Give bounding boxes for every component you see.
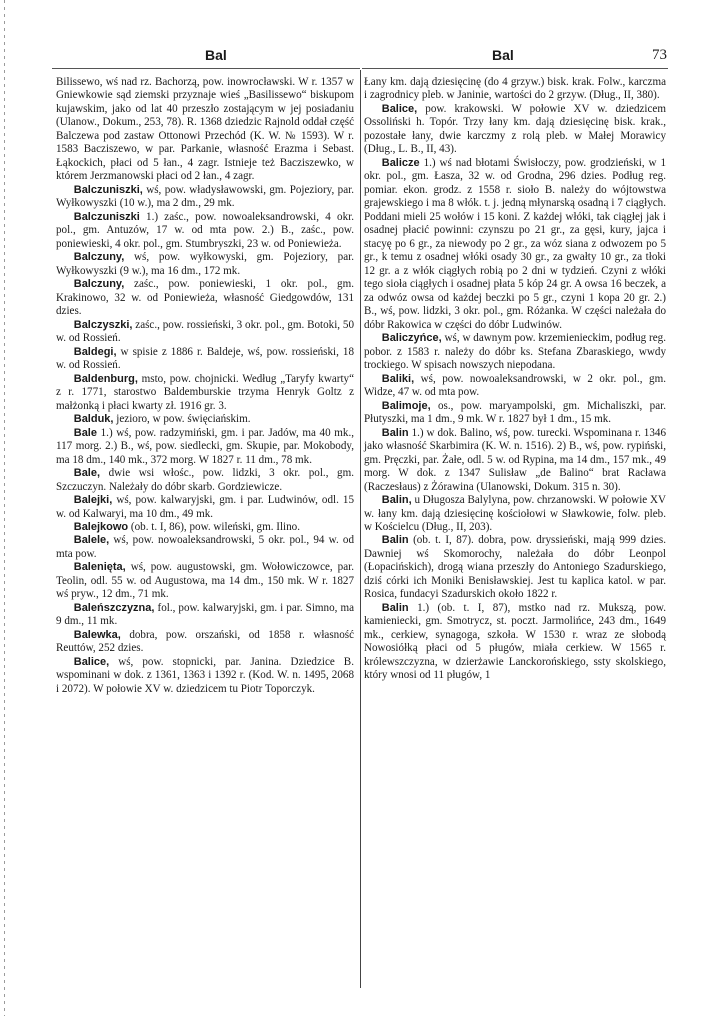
entry-text: wś, pow. nowoaleksandrowski, w 2 okr. pol., gm. Widze, 47 w. od mta pow.: [364, 372, 666, 399]
dictionary-entry: [364, 332, 666, 372]
entry-headword: Baliki,: [381, 372, 415, 385]
entry-text: 1.) w dok. Balino, wś, pow. turecki. Wspominana r. 1346 jako własność Skarbimira (K. W. n. 1516). 2) B., wś, pow. rypiński, gm. Pręczki, par. Żałe, odl. 5 w. od Rypina, ma 14 dm., 157 mk., 49 morg. W dok. z 1347 Sulisław „de Balino“ brat Racława (Raczesłaus) z Żórawina (Ulanowski, Dokum. 315 n. 30).: [364, 426, 666, 493]
running-head-right: Bal: [492, 47, 514, 63]
dictionary-entry: [56, 373, 354, 413]
dictionary-entry: [56, 278, 354, 318]
header-rule-right: [362, 68, 668, 69]
entry-text: wś, pow. augustowski, gm. Wołowiczowce, par. Teolin, odl. 55 w. od Augustowa, ma 14 dm., 150 mk. W r. 1827 wś pryw., 12 dm., 71 mk.: [56, 561, 354, 601]
dictionary-entry: [56, 184, 354, 211]
dictionary-entry: [56, 319, 354, 346]
entry-headword: Baldegi,: [73, 345, 117, 358]
dictionary-entry: [56, 346, 354, 373]
entry-headword: Balin: [381, 534, 409, 547]
entry-headword: Balin: [381, 601, 409, 614]
dictionary-entry: [56, 494, 354, 521]
dictionary-entry: [56, 561, 354, 601]
dictionary-entry: [364, 427, 666, 494]
entry-headword: Balice,: [73, 655, 110, 668]
entry-headword: Baldenburg,: [73, 372, 138, 385]
entry-text: zaśc., pow. rossieński, 3 okr. pol., gm. Botoki, 50 w. od Rossień.: [56, 318, 354, 345]
dictionary-entry: [56, 76, 354, 184]
dictionary-entry: [56, 656, 354, 696]
text-column-left: [56, 76, 354, 696]
dictionary-entry: [364, 400, 666, 427]
entry-text: Bilissewo, wś nad rz. Bachorzą, pow. inowrocławski. W r. 1357 w Gniewkowie sąd ziemski przyznaje wieś „Basilissewo“ biskupom kujawskim, jako od lat 40 przeszło zostającym w jej posiadaniu (Ulanow., Dokum., 253, 78). R. 1368 dziedzic Rajnold oddał część Balczewa pod zastaw Ottonowi Przechód (K. W. № 1593). W r. 1583 Bacziszewo, w par. Parkanie, własność Erazma i Sebast. Łąkockich, płaci od 5 łan., 4 zagr. Istnieje też Bacziszewko, w którem Jerzmanowski płaci od 2 łan., 4 zagr.: [56, 76, 354, 183]
dictionary-entry: [56, 521, 354, 534]
text-column-right: [364, 76, 666, 683]
dictionary-entry: [56, 413, 354, 426]
dictionary-entry: [56, 251, 354, 278]
header-rule-left: [52, 68, 360, 69]
entry-headword: Baleńszczyzna,: [73, 601, 155, 614]
entry-text: pow. krakowski. W połowie XV w. dziedzicem Ossoliński h. Topór. Trzy łany km. dają dziesięcinę bisk. krak., pozostałe łany, dwie karczmy z rolą pleb. w Małej Morawicy (Dług., L. B., II, 43).: [364, 102, 666, 156]
entry-headword: Balin,: [381, 494, 412, 507]
entry-headword: Balenięta,: [73, 561, 126, 574]
entry-headword: Balczuniszki: [73, 210, 140, 223]
dictionary-entry: [364, 103, 666, 157]
entry-text: wś, pow. władysławowski, gm. Pojeziory, par. Wyłkowyszki (10 w.), ma 2 dm., 29 mk.: [56, 183, 354, 210]
entry-headword: Balczuny,: [73, 251, 125, 264]
entry-text: u Długosza Balylyna, pow. chrzanowski. W połowie XV w. łany km. dają dziesięcinę kościołowi w Sławkowie, folw. pleb. w Kościelcu (Dług., II, 203).: [364, 494, 666, 533]
entry-headword: Bale,: [73, 467, 101, 480]
dictionary-entry: [364, 534, 666, 601]
dictionary-entry: [56, 467, 354, 494]
entry-headword: Balduk,: [73, 413, 114, 426]
entry-text: wś, pow. stopnicki, par. Janina. Dziedzice B. wspominani w dok. z 1361, 1363 i 1392 r. (Kod. W. n. 1495, 2068 i 2072). W połowie XV w. dziedzicem tu Piotr Toporczyk.: [56, 655, 354, 695]
entry-headword: Balejkowo: [73, 520, 129, 533]
entry-headword: Balczuniszki,: [73, 183, 143, 196]
entry-text: 1.) wś, pow. radzymiński, gm. i par. Jadów, ma 40 mk., 117 morg. 2.) B., wś, pow. siedlecki, gm. Skupie, par. Mokobody, ma 18 dm., 140 mk., 372 morg. W 1827 r. 11 dm., 78 mk.: [56, 426, 354, 466]
entry-headword: Balele,: [73, 534, 110, 547]
dictionary-entry: [364, 76, 666, 103]
entry-headword: Bale: [73, 426, 97, 439]
entry-text: zaśc., pow. poniewieski, 1 okr. pol., gm. Krakinowo, 32 w. od Poniewieża, własność Giedgowdów, 131 dzies.: [56, 278, 354, 318]
entry-headword: Balczuny,: [73, 278, 125, 291]
entry-text: os., pow. maryampolski, gm. Michaliszki, par. Płutyszki, ma 1 dm., 9 mk. W r. 1827 był 1 dm., 15 mk.: [364, 399, 666, 426]
dictionary-entry: [56, 629, 354, 656]
entry-headword: Balicze: [381, 156, 420, 169]
entry-text: fol., pow. kalwaryjski, gm. i par. Simno, ma 9 dm., 11 mk.: [56, 601, 354, 628]
entry-headword: Balewka,: [73, 628, 121, 641]
entry-text: 1.) wś nad błotami Świsłoczy, pow. grodzieński, w 1 okr. pol., gm. Łasza, 32 w. od Grodna, 296 dzies. Podług reg. pomiar. ekon. grodz. z 1558 r. sioło B. należy do wójtowstwa grajewskiego i ma 8 włók. t. j. jedną młynarską osadną i 7 ciągłych. Poddani mieli 25 wołów i 15 koni. Z każdej włóki, tak ciągłej jak i osadnej płacić powinni: czynszu po 21 gr., za gęsi, kury, jajca i stacyę po 6 gr., za niewody po 2 gr., za wóz siana z odwozem po 5 gr., k temu z osadnej włóki osady 30 gr., za gwałty 10 gr., za tłoki 12 gr. a z włók ciągłych robią po 2 dni w tydzień. Czyni z włóki tego sioła ciągłych i osadnej płata 5 kóp 24 gr. A owsa 16 beczek, a za odwóz owsa od każdej beczki po 5 gr., czyni 1 kopa 20 gr. 2.) B., wś, pow. lidzki, 3 okr. pol., gm. Różanka. W części należała do dóbr Rakowica w części do dóbr Ludwinów.: [364, 156, 666, 331]
entry-text: (ob. t. I, 87). dobra, pow. dryssieński, mają 999 dzies. Dawniej wś Skomorochy, należała do dóbr Leonpol (Łopacińskich), drogą wiana przeszły do Antoniego Szadurskiego, dziś córki ich Moniki Benisławskiej. Jest tu kaplica katol. w par. Rosica, fundacyi Szadurskich około 1822 r.: [364, 534, 666, 601]
entry-text: jezioro, w pow. święciańskim.: [113, 413, 251, 426]
page-number: 73: [652, 47, 667, 63]
dictionary-entry: [364, 602, 666, 683]
dictionary-entry: [364, 373, 666, 400]
entry-text: dwie wsi włośc., pow. lidzki, 3 okr. pol., gm. Szczuczyn. Należały do dóbr skarb. Gordziewicze.: [56, 467, 354, 493]
entry-text: wś, w dawnym pow. krzemienieckim, podług reg. pobor. z 1583 r. należy do dóbr ks. Stefana Zbaraskiego, wwdy trockiego. W spisach nowszych niepodana.: [364, 332, 666, 372]
entry-headword: Balin: [381, 426, 409, 439]
entry-headword: Balczyszki,: [73, 318, 133, 331]
entry-text: Łany km. dają dziesięcinę (do 4 grzyw.) bisk. krak. Folw., karczma i zagrodnicy pleb. w Janinie, wartości do 2 grzyw. (Dług., II, 380).: [364, 76, 666, 102]
entry-headword: Balejki,: [73, 494, 113, 507]
dictionary-entry: [56, 427, 354, 467]
dictionary-entry: [364, 494, 666, 534]
entry-headword: Balice,: [381, 102, 418, 115]
entry-headword: Baliczyńce,: [381, 332, 442, 345]
dictionary-entry: [56, 602, 354, 629]
entry-text: wś, pow. nowoaleksandrowski, 5 okr. pol., 94 w. od mta pow.: [56, 534, 354, 560]
entry-text: msto, pow. chojnicki. Według „Taryfy kwarty“ z r. 1771, starostwo Baldemburskie trzyma Henryk Goltz z małżonką i płaci kwarty zł. 1916 gr. 3.: [56, 372, 354, 412]
column-divider: [360, 70, 361, 988]
dictionary-entry: [56, 534, 354, 561]
entry-headword: Balimoje,: [381, 399, 431, 412]
entry-text: w spisie z 1886 r. Baldeje, wś, pow. rossieński, 18 w. od Rossień.: [56, 345, 354, 372]
dictionary-entry: [364, 157, 666, 332]
entry-text: 1.) zaśc., pow. nowoaleksandrowski, 4 okr. pol., gm. Antuzów, 17 w. od mta pow. 2.) B., zaśc., pow. poniewieski, 4 okr. pol., gm. Stumbryszki, 23 w. od Poniewieża.: [56, 210, 354, 250]
binding-edge: [4, 0, 5, 1016]
entry-text: dobra, pow. orszański, od 1858 r. własność Reuttów, 252 dzies.: [56, 628, 354, 655]
entry-text: wś, pow. kalwaryjski, gm. i par. Ludwinów, odl. 15 w. od Kalwaryi, ma 10 dm., 49 mk.: [56, 494, 354, 520]
entry-text: (ob. t. I, 86), pow. wileński, gm. Ilino.: [128, 520, 300, 533]
dictionary-entry: [56, 211, 354, 251]
entry-text: wś, pow. wyłkowyski, gm. Pojeziory, par. Wyłkowyszki (9 w.), ma 16 dm., 172 mk.: [56, 251, 354, 277]
entry-text: 1.) (ob. t. I, 87), mstko nad rz. Mukszą, pow. kamieniecki, gm. Smotrycz, st. poczt. Jarmolińce, 243 dm., 1649 mk., cerkiew, synagoga, szkoła. W 1530 r. wraz ze słobodą Nowosiółką płaci od 5 pługów, miała cerkiew. W 1565 r. królewszczyzna, w dzierżawie Lanckorońskiego, ssty skolskiego, który wnosi od 11 pługów, 1: [364, 601, 666, 682]
running-head-left: Bal: [205, 47, 227, 63]
